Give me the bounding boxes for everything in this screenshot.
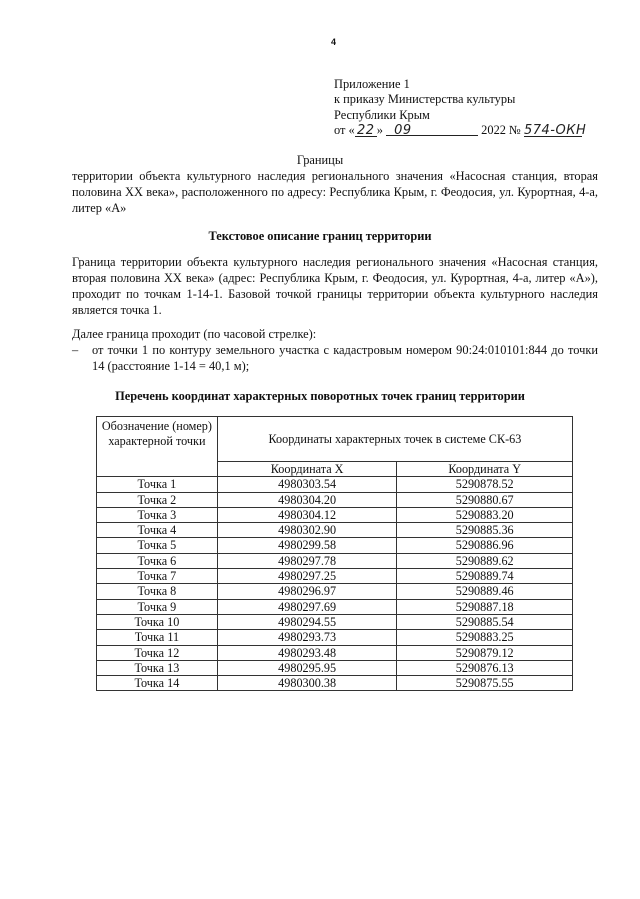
dash-bullet: – [72,343,79,357]
cell-y: 5290886.96 [397,538,573,553]
cell-point: Точка 9 [97,599,218,614]
cell-y: 5290889.62 [397,553,573,568]
table-row [97,538,573,553]
cell-y: 5290883.20 [397,507,573,522]
date-year: 2022 № [481,123,521,138]
col-header-y: Координата Y [397,462,573,477]
cell-point: Точка 14 [97,676,218,691]
col-header-group: Координаты характерных точек в системе СК-63 [217,417,572,462]
cell-x: 4980297.25 [217,569,397,584]
table-row [97,523,573,538]
table-row [97,507,573,522]
table-row [97,569,573,584]
cell-y: 5290885.54 [397,614,573,629]
appendix-date-line [334,123,587,139]
cell-x: 4980304.12 [217,507,397,522]
cell-x: 4980293.48 [217,645,397,660]
appendix-block [334,77,587,139]
cell-x: 4980297.69 [217,599,397,614]
cell-x: 4980297.78 [217,553,397,568]
appendix-line-1: Приложение 1 [334,77,410,91]
cell-y: 5290889.46 [397,584,573,599]
document-title: Границы [296,153,344,167]
cell-point: Точка 13 [97,660,218,675]
table-row [97,477,573,492]
date-month: 09 [386,123,478,136]
cell-y: 5290879.12 [397,645,573,660]
table-row [97,645,573,660]
appendix-line-3: Республики Крым [334,107,430,122]
cell-x: 4980300.38 [217,676,397,691]
cell-x: 4980294.55 [217,614,397,629]
cell-x: 4980302.90 [217,523,397,538]
cell-point: Точка 4 [97,523,218,538]
cell-point: Точка 1 [97,477,218,492]
cell-x: 4980303.54 [217,477,397,492]
cell-point: Точка 3 [97,507,218,522]
col-header-x: Координата X [217,462,397,477]
coordinates-table [96,416,573,691]
cell-x: 4980295.95 [217,660,397,675]
table-row [97,584,573,599]
cell-point: Точка 12 [97,645,218,660]
cell-point: Точка 2 [97,492,218,507]
cell-y: 5290885.36 [397,523,573,538]
cell-point: Точка 5 [97,538,218,553]
boundary-description-paragraph: Граница территории объекта культурного наследия регионального значения «Насосная станция, вторая половина XX века» (адрес: Республика Крым, г. Феодосия, ул. Курортная, 4-а, литер «А»), проходит по точкам 1-14-1. Базовой точкой границы территории объекта культурного наследия является точка 1. [72,255,598,317]
cell-x: 4980293.73 [217,630,397,645]
cell-y: 5290876.13 [397,660,573,675]
table-row [97,553,573,568]
page-number: 4 [331,37,337,47]
table-row [97,630,573,645]
table-row [97,492,573,507]
date-day: 22 [355,123,377,137]
cell-x: 4980299.58 [217,538,397,553]
cell-y: 5290887.18 [397,599,573,614]
cell-point: Точка 7 [97,569,218,584]
cell-y: 5290878.52 [397,477,573,492]
cell-y: 5290875.55 [397,676,573,691]
table-row [97,599,573,614]
table-row [97,676,573,691]
cell-point: Точка 6 [97,553,218,568]
table-row [97,660,573,675]
cell-y: 5290883.25 [397,630,573,645]
cell-x: 4980304.20 [217,492,397,507]
boundary-list-item-text: от точки 1 по контуру земельного участка с кадастровым номером 90:24:010101:844 до точки 14 (расстояние 1-14 = 40,1 м); [92,343,598,373]
section-heading-text-description: Текстовое описание границ территории [208,229,432,243]
table-row [97,614,573,629]
boundary-intro: Далее граница проходит (по часовой стрелке): [72,327,317,341]
date-prefix: от « [334,123,355,138]
order-number: 574-ОКН [523,123,587,139]
cell-point: Точка 11 [97,630,218,645]
document-subtitle: территории объекта культурного наследия регионального значения «Насосная станция, вторая половина XX века», расположенного по адресу: Республика Крым, г. Феодосия, ул. Курортная, 4-а, литер «А» [72,169,598,215]
cell-y: 5290889.74 [397,569,573,584]
cell-x: 4980296.97 [217,584,397,599]
cell-y: 5290880.67 [397,492,573,507]
boundary-list-item [72,342,598,374]
appendix-line-2: к приказу Министерства культуры [334,92,516,107]
cell-point: Точка 10 [97,614,218,629]
date-mid: » [376,123,383,138]
section-heading-coordinates: Перечень координат характерных поворотных точек границ территории [115,389,525,403]
cell-point: Точка 8 [97,584,218,599]
col-header-point: Обозначение (номер) характерной точки [97,417,218,477]
